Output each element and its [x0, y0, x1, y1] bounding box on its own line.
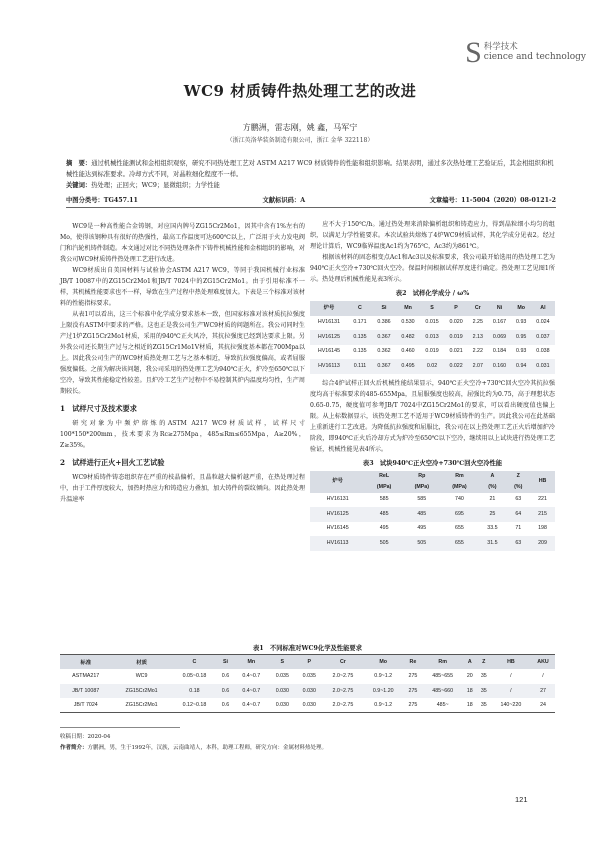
table-cell: 0.495	[401, 362, 415, 369]
table-cell: 0.9~1.2	[374, 673, 393, 680]
table1-caption: 表1 不同标准对WC9化学及性能要求	[252, 645, 362, 652]
table-cell: 485	[417, 510, 427, 517]
keywords-text: 热处理；正回火；WC9；显微组织；力学性能	[91, 182, 220, 189]
brand-logo-letter: S	[465, 36, 482, 69]
table-cell: 0.93	[516, 319, 527, 326]
received-date: 收稿日期：2020-04	[60, 734, 111, 740]
table2-caption: 表2 试样化学成分 / ω%	[395, 290, 470, 297]
table1-block	[60, 640, 555, 713]
table-header-cell: 材质	[136, 660, 147, 666]
table-header-cell: Ni	[496, 304, 503, 311]
table-row	[310, 522, 555, 537]
table-header-cell	[310, 471, 365, 493]
table-cell: 0.171	[353, 319, 367, 326]
article-number: 文章编号：11-5004（2020）08-0121-2	[429, 197, 556, 204]
table-header-cell: Rm	[438, 659, 447, 665]
table-header-cell	[441, 471, 479, 493]
footnote-divider	[60, 727, 180, 728]
table-header-cell	[478, 471, 506, 493]
table-cell: 0.015	[425, 319, 439, 326]
table-cell: 2.25	[472, 319, 483, 326]
table-row	[310, 536, 555, 551]
brand-text	[484, 42, 586, 62]
table-cell: 63	[515, 496, 522, 503]
table-row	[60, 669, 555, 684]
table-cell: 2.13	[472, 333, 483, 340]
table-cell: 585	[379, 496, 389, 503]
table-cell: 0.135	[353, 348, 367, 355]
table-cell: 0.367	[377, 333, 391, 340]
abstract-block	[66, 158, 556, 191]
table-cell: 0.460	[401, 348, 415, 355]
table-cell: 275	[408, 673, 418, 680]
table-cell: 35	[480, 673, 487, 680]
table2-header	[310, 301, 555, 316]
table-header-cell	[530, 471, 555, 493]
table-header-cell: AKU	[537, 659, 549, 665]
table-header-cell: C	[192, 659, 197, 665]
table-cell: ZG15Cr2Mo1	[125, 687, 158, 694]
table-header-cell: Al	[540, 304, 546, 311]
table-cell: /	[542, 673, 544, 680]
table-header-cell: Re	[409, 659, 417, 665]
table-row	[60, 698, 555, 713]
table-cell: 0.019	[449, 333, 463, 340]
table-header-line: 炉号	[332, 478, 343, 484]
table-cell: 0.9~1.20	[372, 687, 394, 694]
table-cell: 21	[489, 496, 496, 503]
table-cell: 18	[466, 687, 473, 694]
paragraph: 根据该材料的固态相变点Ac1和Ac3以及标准要求，我公司最开始选用的热处理工艺为940℃正火空冷+730℃回火空冷。保温时间根据试样厚度进行确定。热处理工艺见图1所示。热处理后机械性能见表3所示。	[310, 254, 555, 283]
table-cell: HV16131	[326, 496, 349, 503]
table-cell: 25	[489, 510, 496, 517]
table-cell: 140~220	[500, 702, 522, 708]
table-cell: 20	[466, 673, 473, 680]
table3	[310, 471, 555, 551]
table-cell: 0.367	[377, 362, 391, 369]
table-cell: 505	[417, 539, 427, 546]
affiliation: （浙江英洛华装备制造有限公司，浙江 金华 322118）	[226, 137, 374, 144]
table-cell: 695	[455, 510, 464, 517]
right-column	[310, 219, 555, 551]
table-cell: 0.020	[449, 319, 463, 326]
table2	[310, 301, 555, 374]
table-cell: 0.93	[516, 348, 527, 355]
table-cell: ASTMA217	[72, 673, 100, 680]
table-cell: 0.135	[353, 333, 367, 340]
table-cell: 35	[480, 687, 487, 694]
table-cell: 35	[480, 702, 487, 708]
table-cell: 0.035	[302, 673, 316, 680]
table-header-cell: Cr	[474, 304, 481, 311]
table-cell: HV16125	[326, 510, 349, 517]
table-cell: 18	[466, 702, 473, 708]
table-cell: 24	[540, 702, 546, 708]
table-row	[310, 359, 555, 374]
table-header-line: (%)	[514, 483, 523, 490]
table-cell: 63	[515, 539, 522, 546]
table-cell: 2.0~2.75	[332, 702, 354, 708]
page-number: 121	[515, 795, 528, 804]
table-header-cell: Si	[381, 304, 387, 311]
table-header-cell: Mo	[379, 659, 388, 665]
table-cell: 495	[417, 525, 427, 532]
table-cell: HV16131	[317, 319, 341, 326]
table-cell: 0.95	[516, 333, 527, 340]
abstract-label: 摘 要：	[66, 160, 92, 167]
table-cell: 0.18	[189, 687, 200, 694]
table-cell: 0.030	[275, 687, 289, 694]
table-cell: 0.4~0.7	[242, 702, 261, 708]
table-row	[310, 330, 555, 345]
table-cell: 0.12~0.18	[182, 702, 207, 708]
table-cell: 740	[455, 496, 464, 503]
footnote	[60, 732, 555, 754]
table-header-cell: Mo	[517, 304, 526, 311]
table-cell: 0.022	[449, 362, 463, 369]
table-header-cell	[365, 471, 403, 493]
article-title: WC9 材质铸件热处理工艺的改进	[183, 82, 417, 100]
table-cell: 0.9~1.2	[374, 702, 393, 708]
table-cell: 0.4~0.7	[242, 673, 261, 680]
table-cell: 2.07	[472, 362, 483, 369]
table-cell: 485~660	[432, 687, 454, 694]
table-header-line: Rp	[418, 472, 426, 479]
table-cell: 0.6	[221, 702, 230, 708]
table-cell: /	[510, 687, 512, 694]
table-cell: HV16145	[326, 525, 349, 532]
author-bio: 方鹏洲，男，生于1992年，汉族，云南曲靖人，本科，助理工程师，研究方向：金属材料热处理。	[87, 745, 328, 751]
table-header-cell: Cr	[339, 659, 346, 665]
table-header-cell: 标准	[80, 660, 92, 666]
table-cell: 505	[379, 539, 389, 546]
paragraph: 应不大于150℃/h。通过热处理来消除偏析组织和铸造应力，得到晶粒细小均匀的组织，以满足力学性能要求。本次试验共熔炼了4炉WC9材质试样，其化学成分见表2。经过理论计算后，WC9临界温度Ac1约为765℃，Ac3约为861℃。	[310, 221, 555, 250]
table-cell: 655	[455, 539, 464, 546]
table-cell: 0.038	[536, 348, 550, 355]
table-cell: 485~	[436, 702, 449, 708]
table-header-line: (MPa)	[414, 483, 429, 490]
table-header-cell: 炉号	[323, 304, 335, 311]
table-header-cell: A	[467, 659, 472, 665]
table-header-cell: Z	[482, 659, 486, 665]
table-cell: 0.6	[221, 687, 230, 694]
table-header-cell: Mn	[247, 659, 256, 665]
table-row	[310, 493, 555, 508]
table3-header	[310, 471, 555, 493]
table-row	[310, 507, 555, 522]
table-row	[310, 316, 555, 331]
table-cell: 0.02	[426, 362, 438, 369]
table-header-cell: S	[280, 659, 285, 665]
table-header-cell	[403, 471, 441, 493]
table-cell: 0.021	[449, 348, 463, 355]
keywords-label: 关键词：	[66, 182, 92, 189]
table-cell: 0.386	[377, 319, 391, 326]
table-header-cell: S	[430, 304, 434, 311]
table-cell: 0.031	[536, 362, 550, 369]
table-cell: 64	[515, 510, 522, 517]
table-cell: HV16113	[318, 362, 340, 369]
paragraph: WC9材质出自美国材料与试验协会ASTM A217 WC9，等同于我国机械行业标准JB/T 10087中的ZG15Cr2Mo1和JB/T 7024中的ZG15Cr2Mo1。由于引用标准不一样，其机械性能要求也不一样，导致在生产过程中热处理难度加大。下表是三个标准对该材料的性能指标要求。	[60, 267, 305, 307]
table-cell: 0.94	[516, 362, 527, 369]
table-header-cell: C	[358, 304, 362, 311]
table-header-line: (MPa)	[452, 483, 467, 490]
table-header-line: Z	[516, 472, 520, 479]
doc-code: 文献标识码：A	[262, 197, 306, 204]
table-cell: 0.111	[353, 362, 367, 369]
table-cell: 495	[379, 525, 389, 532]
table-header-cell: P	[307, 659, 312, 665]
table-cell: 0.019	[425, 348, 439, 355]
table-cell: 2.22	[472, 348, 483, 355]
article-meta	[66, 196, 556, 205]
table-header-line: ReL	[379, 472, 390, 479]
author-bio-label: 作者简介：	[60, 745, 88, 751]
table-cell: HV16125	[317, 333, 341, 340]
table-row	[60, 684, 555, 699]
table-header-cell: Si	[222, 659, 228, 665]
table-cell: 215	[538, 510, 547, 517]
table-cell: 0.4~0.7	[242, 687, 261, 694]
table1	[60, 654, 555, 713]
table-cell: HV16145	[317, 348, 341, 355]
paragraph: WC9材质铸件铸态组织存在严重的枝晶偏析，且晶粒越大偏析越严重，在热处理过程中，由于工件厚度较大，加热时热应力和铸造应力叠加，加大铸件的裂纹倾向。因此热处理升温速率	[60, 474, 305, 503]
table-cell: 2.0~2.75	[332, 687, 354, 694]
table-header-line: (%)	[488, 483, 497, 490]
section-heading-1: 1 试样尺寸及技术要求	[60, 404, 137, 413]
brand-cn: 科学技术	[483, 42, 518, 52]
table-cell: 0.482	[401, 333, 415, 340]
table-cell: 655	[455, 525, 464, 532]
table-cell: 0.030	[275, 702, 289, 708]
table-cell: 71	[515, 525, 522, 532]
table-cell: 275	[408, 687, 418, 694]
table-cell: 0.6	[221, 673, 230, 680]
table-cell: 0.037	[536, 333, 550, 340]
section-heading-2: 2 试样进行正火+回火工艺试验	[60, 458, 165, 467]
table-cell: 31.5	[487, 539, 498, 546]
paragraph: WC9是一种高性能合金铸钢，对应国内牌号ZG15Cr2Mo1，因其中含有1%左右的Mo，使得该钢种具有很好的热强性，最高工作温度可达600℃以上，广泛用于火力发电阀门和汽轮机铸件制造。本文通过对比不同热处理条件下铸件机械性能和金相组织的影响，对我公司WC9材质铸件热处理工艺进行改进。	[60, 223, 305, 263]
table-cell: 0.184	[492, 348, 507, 355]
paragraph: 研究对象为中频炉熔炼的ASTM A217 WC9材质试样，试样尺寸100*150*200mm，技术要求为Rc≥275Mpa，485≤Rm≤655Mpa，A≥20%，Z≥35%。	[60, 420, 305, 449]
table-cell: 27	[540, 687, 546, 694]
table-cell: ZG15Cr2Mo1	[125, 702, 158, 708]
table-cell: 0.030	[302, 687, 316, 694]
table-cell: 0.05~0.18	[182, 673, 207, 680]
table-cell: 0.362	[377, 348, 391, 355]
authors: 方鹏洲，雷志刚，姚 鑫，马军宁	[242, 123, 358, 132]
table-header-cell: Mn	[404, 304, 412, 311]
table-cell: 0.013	[425, 333, 439, 340]
table-row	[310, 345, 555, 360]
table-cell: 0.167	[492, 319, 507, 326]
table-header-line: Rm	[455, 472, 464, 479]
table-cell: WC9	[135, 673, 148, 680]
table-header-line: (MPa)	[376, 483, 392, 490]
table-cell: JB/T 7024	[73, 702, 98, 708]
table-cell: 0.530	[401, 319, 415, 326]
meta-divider	[66, 207, 556, 208]
table1-header	[60, 655, 555, 670]
paragraph: 从表1可以看出，这三个标准中化学成分要求基本一致，但国家标准对该材质抗拉强度上限没有ASTM中要求的严格。这也正是我公司生产WC9材质的问题所在。我公司同时生产过1炉ZG15Cr2Mo1材质，采用的940℃正火风冷，其抗拉强度已经到达要求上限。另外我公司还长期生产过与之相近的ZG15Cr1Mo1V材质，其抗拉强度基本都在700Mpa以上。因此我公司生产的WC9材质热处理工艺与之基本相近，导致抗拉强度偏高，或者屈服强度偏低。之前为解决该问题，我公司采用的热处理工艺为940℃正火，炉冷至650℃以下空冷，导致其性能稳定性较差。且炉冷工艺生产过程中不易控制其炉内温度均匀性，生产周期较长。	[60, 311, 305, 395]
table3-caption: 表3 试块940℃正火空冷+730℃回火空冷性能	[362, 459, 503, 467]
table-cell: 485~655	[432, 673, 454, 680]
table-cell: 0.160	[492, 362, 507, 369]
table-header-cell: HB	[507, 659, 515, 665]
table-cell: 0.024	[536, 319, 550, 326]
table-cell: 0.030	[302, 702, 316, 708]
table-cell: 585	[417, 496, 427, 503]
left-column	[60, 221, 305, 505]
table-cell: /	[510, 673, 512, 680]
table-cell: 0.069	[492, 333, 507, 340]
table-header-cell	[507, 471, 531, 493]
journal-brand	[465, 36, 586, 69]
table-cell: JB/T 10087	[72, 687, 100, 694]
table-cell: 209	[538, 539, 547, 546]
table-cell: 198	[538, 525, 547, 532]
table-cell: 275	[408, 702, 418, 708]
table-cell: HV16113	[326, 539, 349, 546]
table-header-cell: P	[454, 304, 458, 311]
table-header-line: A	[490, 472, 495, 479]
brand-en: cience and technology	[483, 52, 586, 62]
table-header-line: HB	[538, 478, 547, 484]
table-cell: 0.035	[275, 673, 289, 680]
table-cell: 33.5	[487, 525, 498, 532]
table-cell: 221	[538, 496, 547, 503]
table-cell: 485	[379, 510, 389, 517]
paragraph: 综合4炉试样正回火后机械性能结果显示，940℃正火空冷+730℃回火空冷其抗拉强度均高于标准要求的485-655Mpa，且屈服强度也较高，屈强比约为0.75，高于理想状态0.65-0.75，硬度值可参考JB/T 7024中ZG15Cr2Mo1的要求，可以看出硬度值也偏上限。从上标数据显示，该热处理工艺不适用于WC9材质铸件的生产。因此我公司在此基础上重新进行工艺改进。为降低抗拉强度和屈服比，我公司在以上热处理工艺正火后增加炉冷阶段，即940℃正火后冷却方式为炉冷至650℃以下空冷，继续用以上试块进行热处理工艺验证，机械性能见表4所示。	[310, 379, 555, 453]
table-cell: 2.0~2.75	[332, 673, 354, 680]
clc-number: 中图分类号：TG457.11	[66, 197, 138, 204]
abstract-text: 通过机械性能测试和金相组织观察，研究不同热处理工艺对 ASTM A217 WC9 材质铸件的性能和组织影响。结果表明，通过多次热处理工艺验证后，其金相组织和机械性能达到标准要求。冷却方式不同，对晶粒细化程度不一样。	[66, 160, 554, 178]
